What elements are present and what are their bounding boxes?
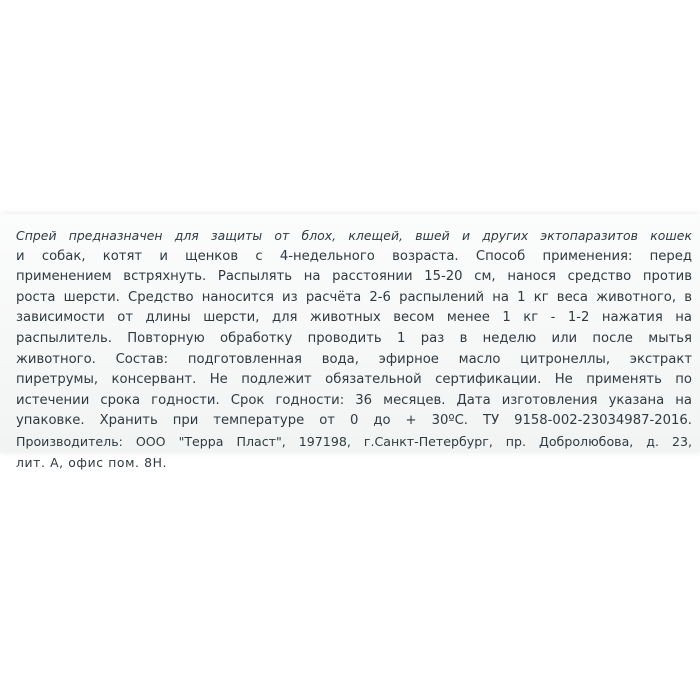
instruction-text-block xyxy=(16,226,692,473)
manufacturer-address-line: лит. А, офис пом. 8Н. xyxy=(16,454,168,470)
instruction-line: роста шерсти. Средство наносится из расчёта 2-6 распылений на 1 кг веса животного, в xyxy=(16,289,692,305)
manufacturer-line: Производитель: ООО "Терра Пласт", 197198, г.Санкт-Петербург, пр. Добролюбова, д. 23, xyxy=(16,433,692,449)
instruction-line: зависимости от длины шерсти, для животных весом менее 1 кг - 1-2 нажатия на xyxy=(16,310,692,326)
instruction-line: упаковке. Хранить при температуре от 0 до + 30ºС. ТУ 9158-002-23034987-2016. xyxy=(16,413,692,429)
instruction-line: истечении срока годности. Срок годности: 36 месяцев. Дата изготовления указана на xyxy=(16,392,692,408)
instruction-line: животного. Состав: подготовленная вода, эфирное масло цитронеллы, экстракт xyxy=(16,351,692,367)
instruction-line: и собак, котят и щенков с 4-недельного возраста. Способ применения: перед xyxy=(16,248,692,264)
instruction-line: распылитель. Повторную обработку проводить 1 раз в неделю или после мытья xyxy=(16,330,692,346)
instruction-line: пиретрумы, консервант. Не подлежит обязательной сертификации. Не применять по xyxy=(16,372,692,388)
instruction-line: Спрей предназначен для защиты от блох, клещей, вшей и других эктопаразитов кошек xyxy=(16,228,692,243)
instruction-line: применением встряхнуть. Распылять на расстоянии 15-20 см, нанося средство против xyxy=(16,269,692,285)
